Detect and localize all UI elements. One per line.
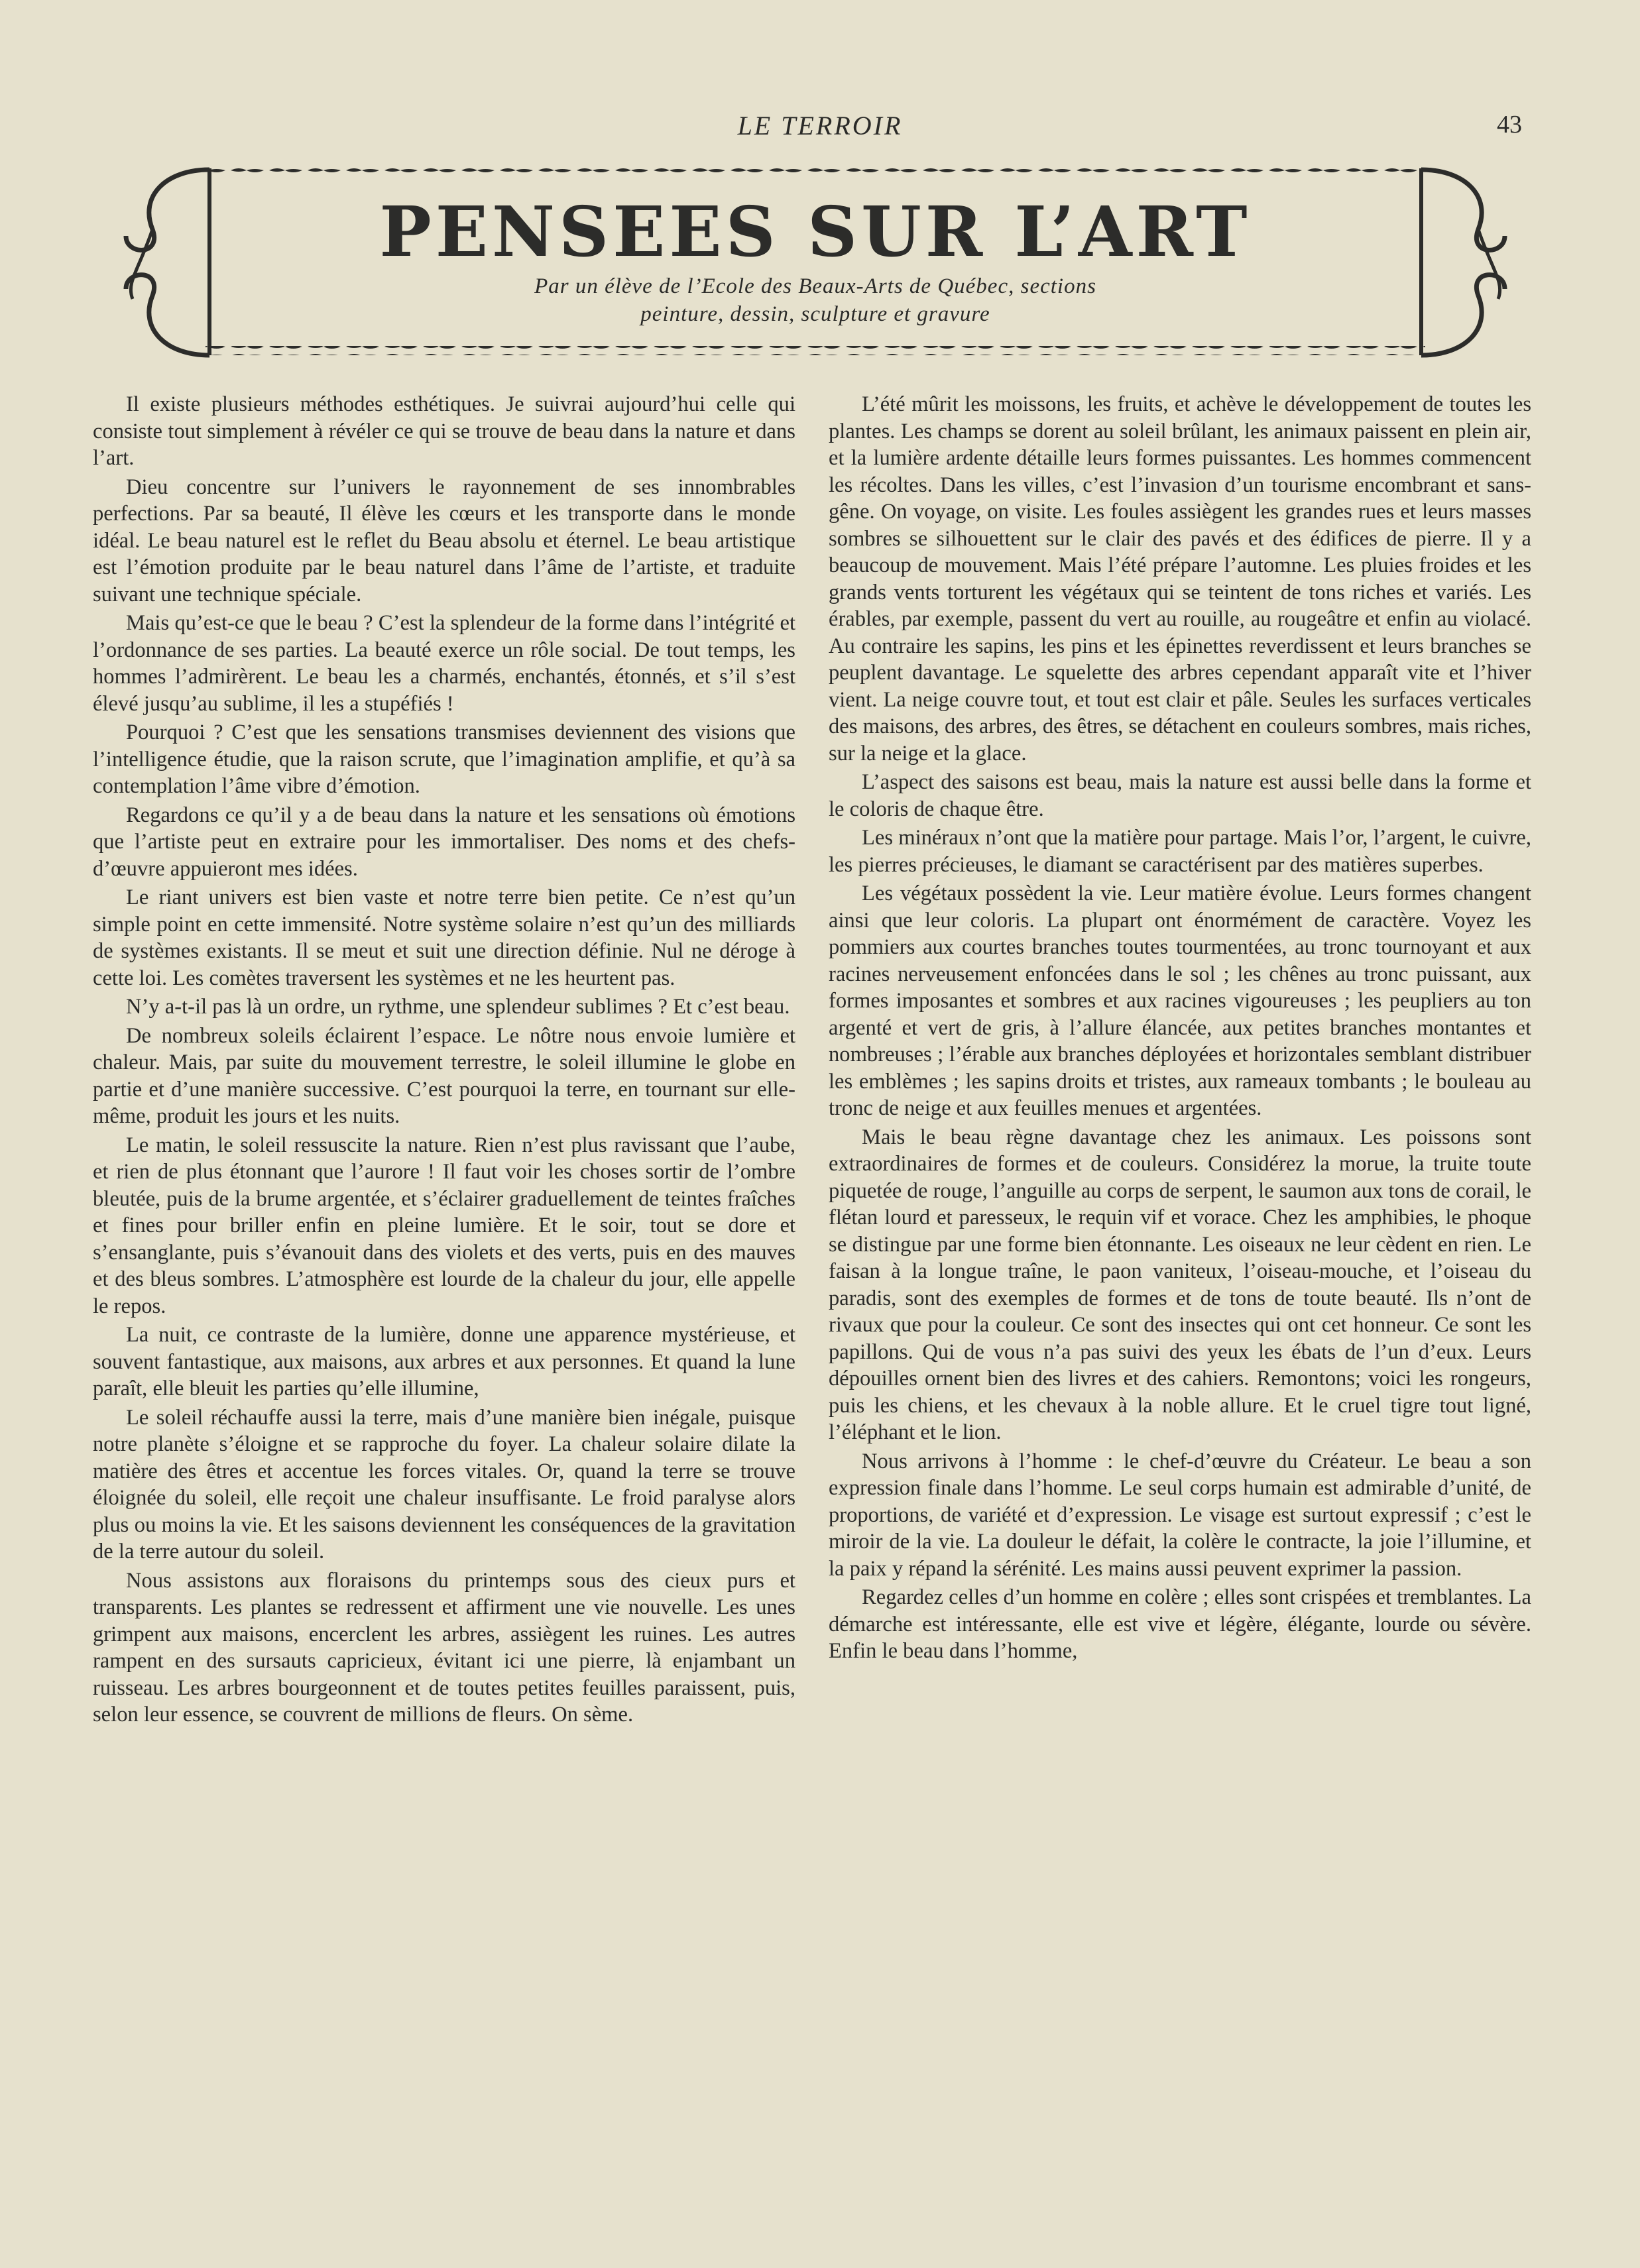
- paragraph: Il existe plusieurs méthodes esthétiques. Je suivrai aujourd’hui celle qui consiste tout simplement à révéler ce qui se trouve de beau dans la nature et dans l’art.: [93, 392, 795, 470]
- paragraph: Les végétaux possèdent la vie. Leur matière évolue. Leurs formes changent ainsi que leur coloris. La plupart ont énormément de caractère. Voyez les pommiers aux courtes branches toutes tourmentées, au tronc tournoyant et aux racines nerveusement enfoncées dans le sol ; les chênes au tronc puissant, aux formes imposantes et sombres et aux racines vigoureuses ; les peupliers au ton argenté et vert de gris, à l’allure élancée, aux petites branches montantes et nombreuses ; l’érable aux branches déployées et horizontales semblant distribuer les emblèmes ; les sapins droits et tristes, aux rameaux tombants ; le bouleau au tronc de neige et aux feuilles menues et argentées.: [829, 881, 1531, 1120]
- paragraph: Mais le beau règne davantage chez les animaux. Les poissons sont extraordinaires de formes et de couleurs. Considérez la morue, la truite toute piquetée de rouge, l’anguille au corps de serpent, le saumon aux tons de corail, le flétan lourd et paresseux, le requin vif et vorace. Chez les amphibies, le phoque se distingue par une forme bien étonnante. Les oiseaux ne leur cèdent en rien. Le faisan à la longue traîne, le paon vaniteux, l’oiseau-mouche, et l’oiseau du paradis, sont des exemples de formes et de tons de toute beauté. Ils n’ont de rivaux que pour la couleur. Ce sont des insectes qui ont cet honneur. Ce sont les papillons. Qui de vous n’a pas suivi des yeux les ébats de l’un d’eux. Leurs dépouilles ornent bien des livres et des cahiers. Remontons; voici les rongeurs, puis les chiens, et les chevaux à la noble allure. Et le cruel tigre tout ligné, l’éléphant et le lion.: [829, 1125, 1531, 1444]
- paragraph: N’y a-t-il pas là un ordre, un rythme, une splendeur sublimes ? Et c’est beau.: [126, 995, 790, 1019]
- paragraph: Les minéraux n’ont que la matière pour partage. Mais l’or, l’argent, le cuivre, les pierres précieuses, le diamant se caractérisent par des matières superbes.: [829, 826, 1531, 877]
- byline-line-1: Par un élève de l’Ecole des Beaux-Arts de Québec, sections: [534, 274, 1096, 298]
- paragraph: Mais qu’est-ce que le beau ? C’est la splendeur de la forme dans l’intégrité et l’ordonnance de ses parties. La beauté exerce un rôle social. De tout temps, les hommes l’admirèrent. Le beau les a charmés, enchantés, étonnés, et s’il s’est élevé jusqu’au sublime, il les a stupéfiés !: [93, 611, 795, 716]
- paragraph: Le riant univers est bien vaste et notre terre bien petite. Ce n’est qu’un simple point en cette immensité. Notre système solaire n’est qu’un des milliards de systèmes existants. Il se meut et suit une direction définie. Nul ne déroge à cette loi. Les comètes traversent les systèmes et ne les heurtent pas.: [93, 885, 795, 990]
- paragraph: La nuit, ce contraste de la lumière, donne une apparence mystérieuse, et souvent fantastique, aux maisons, aux arbres et aux personnes. Et quand la lune paraît, elle bleuit les parties qu’elle illumine,: [93, 1323, 795, 1400]
- paragraph: Regardons ce qu’il y a de beau dans la nature et les sensations où émotions que l’artiste peut en extraire pour les immortaliser. Des noms et des chefs-d’œuvre appuieront mes idées.: [93, 803, 795, 881]
- paragraph: L’aspect des saisons est beau, mais la nature est aussi belle dans la forme et le coloris de chaque être.: [829, 770, 1531, 821]
- paragraph: Pourquoi ? C’est que les sensations transmises deviennent des visions que l’intelligence étudie, que la raison scrute, que l’imagination amplifie, et qu’à sa contemplation l’âme vibre d’émotion.: [93, 720, 795, 798]
- byline-line-2: peinture, dessin, sculpture et gravure: [640, 302, 990, 326]
- paragraph: Le matin, le soleil ressuscite la nature. Rien n’est plus ravissant que l’aube, et rien de plus étonnant que l’aurore ! Il faut voir les choses sortir de l’ombre bleutée, puis de la brume argentée, et s’éclairer graduellement de teintes fraîches et fines pour briller enfin en pleine lumière. Et le soir, tout se dore et s’ensanglante, puis s’évanouit dans des violets et des verts, puis en des mauves et des bleus sombres. L’atmosphère est lourde de la chaleur du jour, elle appelle le repos.: [93, 1133, 795, 1318]
- paragraph: L’été mûrit les moissons, les fruits, et achève le développement de toutes les plantes. Les champs se dorent au soleil brûlant, les animaux paissent en plein air, et la lumière ardente détaille leurs formes puissantes. Les hommes commencent les récoltes. Dans les villes, c’est l’invasion d’un tourisme encombrant et sans-gêne. On voyage, on visite. Les foules assiègent les grandes rues et leurs masses sombres se silhouettent sur le clair des pavés et des édifices de pierre. Il y a beaucoup de mouvement. Mais l’été prépare l’automne. Les pluies froides et les grands vents torturent les végétaux qui se teintent de tons riches et variés. Les érables, par exemple, passent du vert au rouille, au rougeâtre et enfin au violacé. Au contraire les sapins, les pins et les épinettes reverdissent et leurs branches se peuplent davantage. Le squelette des arbres cependant apparaît vite et l’hiver vient. La neige couvre tout, et tout est clair et pâle. Seules les surfaces verticales des maisons, des arbres, des êtres, se détachent en couleurs sombres, mais riches, sur la neige et la glace.: [829, 392, 1531, 765]
- paragraph: Nous assistons aux floraisons du printemps sous des cieux purs et transparents. Les plantes se redressent et affirment une vie nouvelle. Les unes grimpent aux maisons, encerclent les arbres, assiègent les ruines. Les autres rampent en des sursauts capricieux, évitant ici une pierre, là enjambant un ruisseau. Les arbres bourgeonnent et de toutes petites feuilles paraissent, puis, selon leur essence, se couvrent de millions de fleurs. On sème.: [93, 1568, 795, 1727]
- paragraph: Le soleil réchauffe aussi la terre, mais d’une manière bien inégale, puisque notre planète s’éloigne et se rapproche du foyer. La chaleur solaire dilate la matière des êtres et accentue les forces vitales. Or, quand la terre se trouve éloignée du soleil, elle reçoit une chaleur insuffisante. Le froid paralyse alors plus ou moins la vie. Et les saisons deviennent les conséquences de la gravitation de la terre autour du soleil.: [93, 1405, 795, 1563]
- left-column: [93, 391, 795, 1730]
- title-banner: [113, 156, 1518, 369]
- right-column: [829, 391, 1531, 1667]
- article-title: PENSEES SUR L’ART: [379, 191, 1252, 272]
- paragraph: De nombreux soleils éclairent l’espace. Le nôtre nous envoie lumière et chaleur. Mais, par suite du mouvement terrestre, le soleil illumine le globe en partie et d’une manière successive. C’est pourquoi la terre, en tournant sur elle-même, produit les jours et les nuits.: [93, 1023, 795, 1128]
- page-number: 43: [1497, 111, 1522, 139]
- running-title: LE TERROIR: [737, 111, 903, 141]
- running-head: [0, 110, 1640, 143]
- paragraph: Nous arrivons à l’homme : le chef-d’œuvre du Créateur. Le beau a son expression finale dans l’homme. Le seul corps humain est admirable d’unité, de proportions, de variété et d’expression. Le visage est surtout expressif ; c’est le miroir de la vie. La douleur le défait, la colère le contracte, la joie l’illumine, et la paix y répand la sérénité. Les mains aussi peuvent exprimer la passion.: [829, 1449, 1531, 1581]
- paragraph: Dieu concentre sur l’univers le rayonnement de ses innombrables perfections. Par sa beauté, Il élève les cœurs et les transporte dans le monde idéal. Le beau naturel est le reflet du Beau absolu et éternel. Le beau artistique est l’émotion produite par le beau naturel dans l’âme de l’artiste, et traduite suivant une technique spéciale.: [93, 475, 795, 606]
- paragraph: Regardez celles d’un homme en colère ; elles sont crispées et tremblantes. La démarche est intéressante, elle est vive et légère, élégante, lourde ou sévère. Enfin le beau dans l’homme,: [829, 1585, 1531, 1663]
